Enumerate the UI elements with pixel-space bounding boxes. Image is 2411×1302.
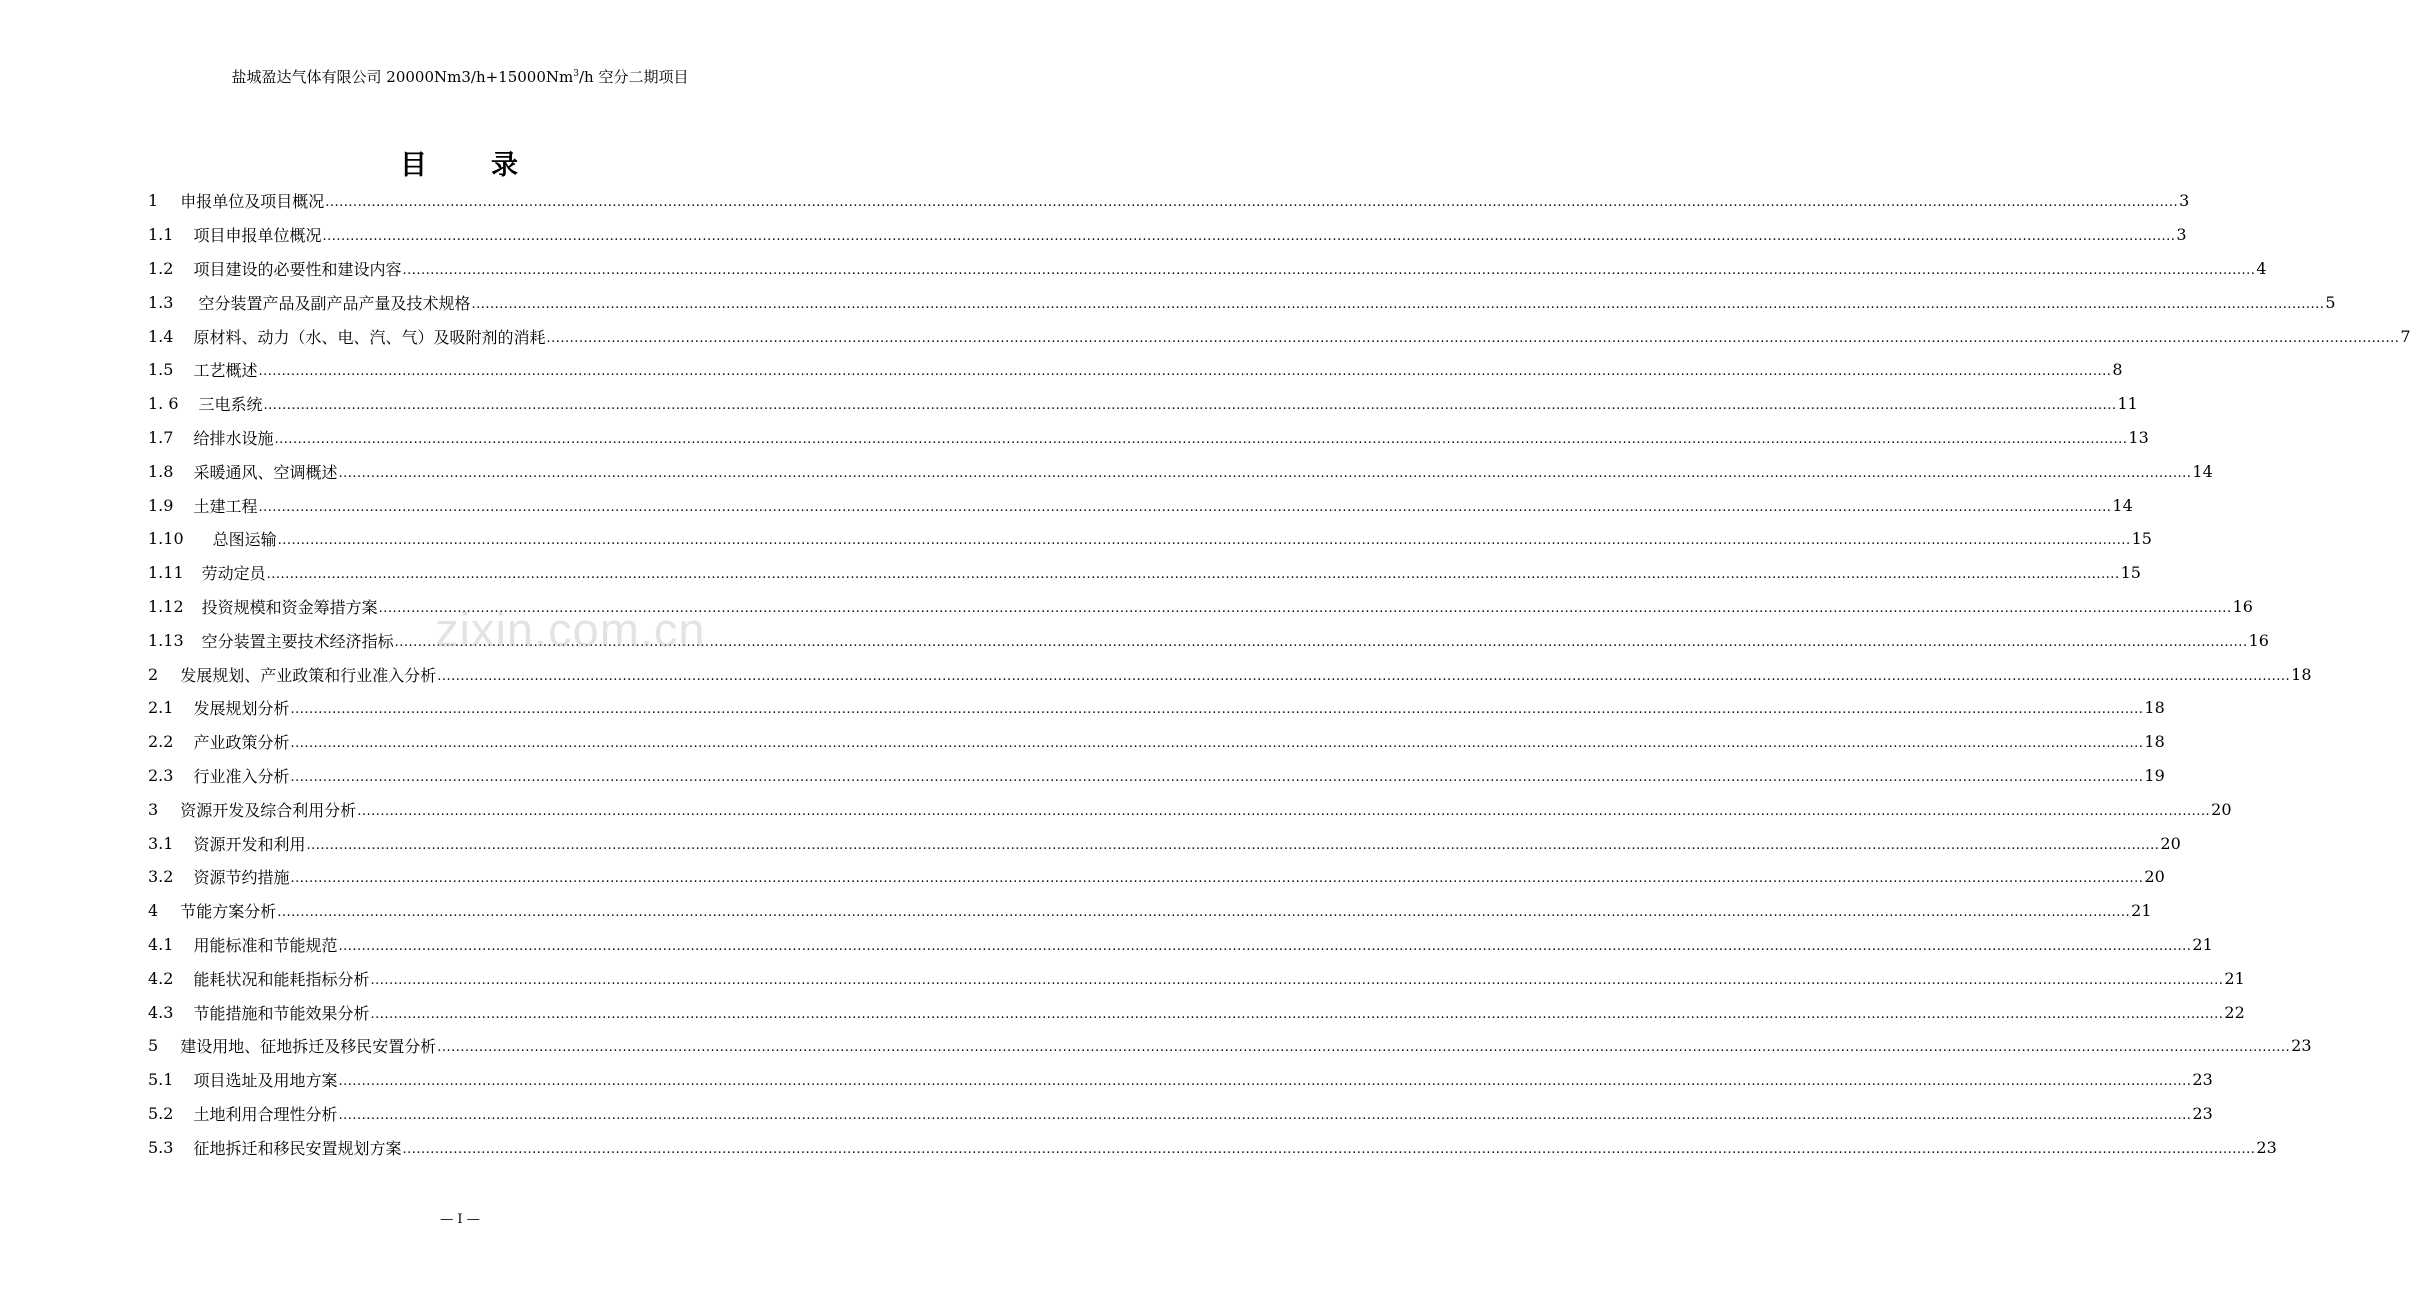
toc-entry[interactable] [148,1097,2213,1131]
toc-entry-page: 14 [2192,461,2213,481]
toc-entry-number: 5.2 [148,1103,174,1123]
toc-entry-page: 23 [2256,1137,2277,1157]
toc-entry-page: 7 [2400,326,2411,346]
header-text-suffix: /h 空分二期项目 [578,68,689,86]
toc-dot-leader: ................................................................................................................................................................................................................................................................................................................................................................................................................ [277,905,2131,921]
toc-entry-label: 采暖通风、空调概述 [193,462,338,482]
toc-dot-leader: ................................................................................................................................................................................................................................................................................................................................................................................................................ [546,330,2400,346]
toc-dot-leader: ................................................................................................................................................................................................................................................................................................................................................................................................................ [357,803,2211,819]
toc-entry-label: 项目选址及用地方案 [193,1071,338,1091]
toc-dot-leader: ................................................................................................................................................................................................................................................................................................................................................................................................................ [370,972,2224,988]
toc-entry[interactable] [148,218,2187,252]
toc-dot-leader: ................................................................................................................................................................................................................................................................................................................................................................................................................ [290,702,2144,718]
toc-entry-page: 18 [2291,664,2312,684]
table-of-contents [148,184,2411,1164]
toc-entry-page: 16 [2232,596,2253,616]
toc-entry-number: 5.3 [148,1137,174,1157]
toc-dot-leader: ................................................................................................................................................................................................................................................................................................................................................................................................................ [306,837,2160,853]
toc-entry-number: 1.7 [148,427,174,447]
toc-entry-page: 5 [2325,292,2336,312]
toc-entry-page: 4 [2256,258,2267,278]
toc-entry-label: 节能措施和节能效果分析 [193,1003,370,1023]
toc-entry-label: 投资规模和资金筹措方案 [201,597,378,617]
toc-entry-number: 1.5 [148,360,174,380]
toc-entry[interactable] [148,623,2269,657]
toc-entry[interactable] [148,590,2253,624]
toc-entry-number: 2.1 [148,698,174,718]
toc-entry-number: 4 [148,901,159,921]
toc-entry[interactable] [148,1130,2277,1164]
toc-dot-leader: ................................................................................................................................................................................................................................................................................................................................................................................................................ [266,567,2120,583]
toc-dot-leader: ................................................................................................................................................................................................................................................................................................................................................................................................................ [437,668,2291,684]
toc-entry-label: 土建工程 [193,496,258,516]
toc-entry-label: 建设用地、征地拆迁及移民安置分析 [180,1037,437,1057]
toc-entry-number: 2.3 [148,765,174,785]
page-header [0,66,920,87]
toc-entry-number: 1.10 [148,529,184,549]
toc-entry-page: 18 [2144,732,2165,752]
toc-dot-leader: ................................................................................................................................................................................................................................................................................................................................................................................................................ [338,465,2192,481]
page-title [0,143,920,182]
toc-entry-label: 能耗状况和能耗指标分析 [193,969,370,989]
toc-entry-number: 5 [148,1036,159,1056]
toc-entry-page: 21 [2192,934,2213,954]
toc-dot-leader: ................................................................................................................................................................................................................................................................................................................................................................................................................ [274,431,2128,447]
toc-entry-number: 1.8 [148,461,174,481]
toc-entry[interactable] [148,894,2152,928]
watermark: zixin.com.cn [435,603,706,656]
toc-entry-label: 工艺概述 [193,361,258,381]
toc-dot-leader: ................................................................................................................................................................................................................................................................................................................................................................................................................ [338,938,2192,954]
toc-entry-page: 22 [2224,1002,2245,1022]
toc-entry-page: 19 [2144,765,2165,785]
toc-entry-number: 1 [148,191,159,211]
toc-entry-page: 21 [2224,968,2245,988]
toc-entry-label: 原材料、动力（水、电、汽、气）及吸附剂的消耗 [193,327,546,347]
toc-entry[interactable] [148,826,2181,860]
toc-entry-label: 给排水设施 [193,428,274,448]
toc-entry-label: 空分装置产品及副产品产量及技术规格 [198,293,471,313]
toc-entry[interactable] [148,488,2133,522]
toc-entry-label: 总图运输 [212,530,277,550]
toc-entry[interactable] [148,725,2165,759]
toc-entry-label: 申报单位及项目概况 [180,192,325,212]
toc-entry-label: 发展规划、产业政策和行业准入分析 [180,665,437,685]
toc-entry-label: 产业政策分析 [193,733,290,753]
toc-entry[interactable] [148,961,2245,995]
toc-entry[interactable] [148,1063,2213,1097]
toc-dot-leader: ................................................................................................................................................................................................................................................................................................................................................................................................................ [290,769,2144,785]
toc-dot-leader: ................................................................................................................................................................................................................................................................................................................................................................................................................ [471,296,2325,312]
toc-entry-page: 20 [2160,833,2181,853]
toc-dot-leader: ................................................................................................................................................................................................................................................................................................................................................................................................................ [263,398,2117,414]
toc-entry-number: 1. 6 [148,394,179,414]
toc-entry-label: 土地利用合理性分析 [193,1104,338,1124]
toc-entry-number: 1.4 [148,326,174,346]
toc-dot-leader: ................................................................................................................................................................................................................................................................................................................................................................................................................ [277,533,2131,549]
toc-entry[interactable] [148,556,2141,590]
toc-entry-page: 20 [2144,867,2165,887]
toc-entry-page: 16 [2248,630,2269,650]
toc-dot-leader: ................................................................................................................................................................................................................................................................................................................................................................................................................ [437,1040,2291,1056]
toc-entry-number: 1.12 [148,596,184,616]
toc-entry[interactable] [148,860,2165,894]
toc-entry[interactable] [148,657,2312,691]
toc-entry[interactable] [148,522,2152,556]
toc-dot-leader: ................................................................................................................................................................................................................................................................................................................................................................................................................ [322,229,2176,245]
toc-entry-page: 14 [2112,495,2133,515]
toc-entry-label: 征地拆迁和移民安置规划方案 [193,1138,402,1158]
toc-entry-page: 11 [2117,394,2138,414]
toc-entry[interactable] [148,285,2336,319]
toc-entry-page: 15 [2120,563,2141,583]
toc-entry[interactable] [148,1029,2312,1063]
toc-dot-leader: ................................................................................................................................................................................................................................................................................................................................................................................................................ [378,600,2232,616]
toc-dot-leader: ................................................................................................................................................................................................................................................................................................................................................................................................................ [338,1074,2192,1090]
toc-dot-leader: ................................................................................................................................................................................................................................................................................................................................................................................................................ [258,364,2112,380]
toc-entry-number: 4.2 [148,968,174,988]
toc-entry-number: 2.2 [148,732,174,752]
toc-entry-label: 劳动定员 [201,564,266,584]
toc-entry-page: 3 [2179,191,2190,211]
toc-dot-leader: ................................................................................................................................................................................................................................................................................................................................................................................................................ [402,1141,2256,1157]
toc-entry-page: 13 [2128,427,2149,447]
toc-entry-page: 23 [2192,1103,2213,1123]
toc-entry-label: 发展规划分析 [193,699,290,719]
toc-entry-label: 资源开发和利用 [193,834,306,854]
title-char-1: 目 [400,150,429,181]
toc-entry-page: 3 [2176,225,2187,245]
toc-entry-number: 1.9 [148,495,174,515]
header-text: 盐城盈达气体有限公司 20000Nm3/h+15000Nm [231,68,574,86]
toc-entry-page: 23 [2192,1070,2213,1090]
toc-entry-number: 1.1 [148,225,174,245]
toc-entry-number: 4.3 [148,1002,174,1022]
toc-entry-number: 2 [148,664,159,684]
toc-entry-page: 20 [2211,799,2232,819]
toc-entry[interactable] [148,252,2267,286]
toc-entry-number: 3.2 [148,867,174,887]
toc-entry-page: 18 [2144,698,2165,718]
toc-entry[interactable] [148,184,2190,218]
toc-entry-page: 23 [2291,1036,2312,1056]
toc-dot-leader: ................................................................................................................................................................................................................................................................................................................................................................................................................ [290,871,2144,887]
toc-entry-page: 15 [2131,529,2152,549]
toc-entry-number: 1.2 [148,258,174,278]
toc-entry-label: 行业准入分析 [193,766,290,786]
toc-entry[interactable] [148,454,2213,488]
toc-entry[interactable] [148,928,2213,962]
toc-entry-label: 空分装置主要技术经济指标 [201,631,394,651]
toc-entry-label: 资源开发及综合利用分析 [180,800,357,820]
toc-entry-page: 21 [2131,901,2152,921]
toc-entry-label: 资源节约措施 [193,868,290,888]
toc-entry[interactable] [148,792,2232,826]
toc-dot-leader: ................................................................................................................................................................................................................................................................................................................................................................................................................ [325,195,2179,211]
toc-dot-leader: ................................................................................................................................................................................................................................................................................................................................................................................................................ [370,1006,2224,1022]
toc-dot-leader: ................................................................................................................................................................................................................................................................................................................................................................................................................ [394,634,2248,650]
toc-dot-leader: ................................................................................................................................................................................................................................................................................................................................................................................................................ [338,1107,2192,1123]
toc-entry-number: 3 [148,799,159,819]
toc-entry-number: 3.1 [148,833,174,853]
toc-entry[interactable] [148,759,2165,793]
toc-entry[interactable] [148,387,2138,421]
toc-entry-number: 1.13 [148,630,184,650]
toc-entry-label: 项目建设的必要性和建设内容 [193,259,402,279]
page-number-footer: — I — [440,1212,480,1227]
toc-dot-leader: ................................................................................................................................................................................................................................................................................................................................................................................................................ [258,499,2112,515]
toc-entry[interactable] [148,995,2245,1029]
toc-entry-number: 1.11 [148,563,184,583]
toc-entry[interactable] [148,353,2123,387]
toc-entry-number: 1.3 [148,292,174,312]
toc-entry-label: 节能方案分析 [180,902,277,922]
toc-entry-label: 三电系统 [198,395,263,415]
toc-entry-number: 4.1 [148,934,174,954]
toc-entry-label: 用能标准和节能规范 [193,935,338,955]
toc-dot-leader: ................................................................................................................................................................................................................................................................................................................................................................................................................ [402,262,2256,278]
toc-entry-number: 5.1 [148,1070,174,1090]
toc-entry[interactable] [148,691,2165,725]
header-superscript: 3 [573,69,579,79]
title-char-2: 录 [491,150,520,181]
toc-entry[interactable] [148,319,2411,353]
toc-entry[interactable] [148,421,2149,455]
toc-entry-label: 项目申报单位概况 [193,226,322,246]
toc-entry-page: 8 [2112,360,2123,380]
toc-dot-leader: ................................................................................................................................................................................................................................................................................................................................................................................................................ [290,736,2144,752]
